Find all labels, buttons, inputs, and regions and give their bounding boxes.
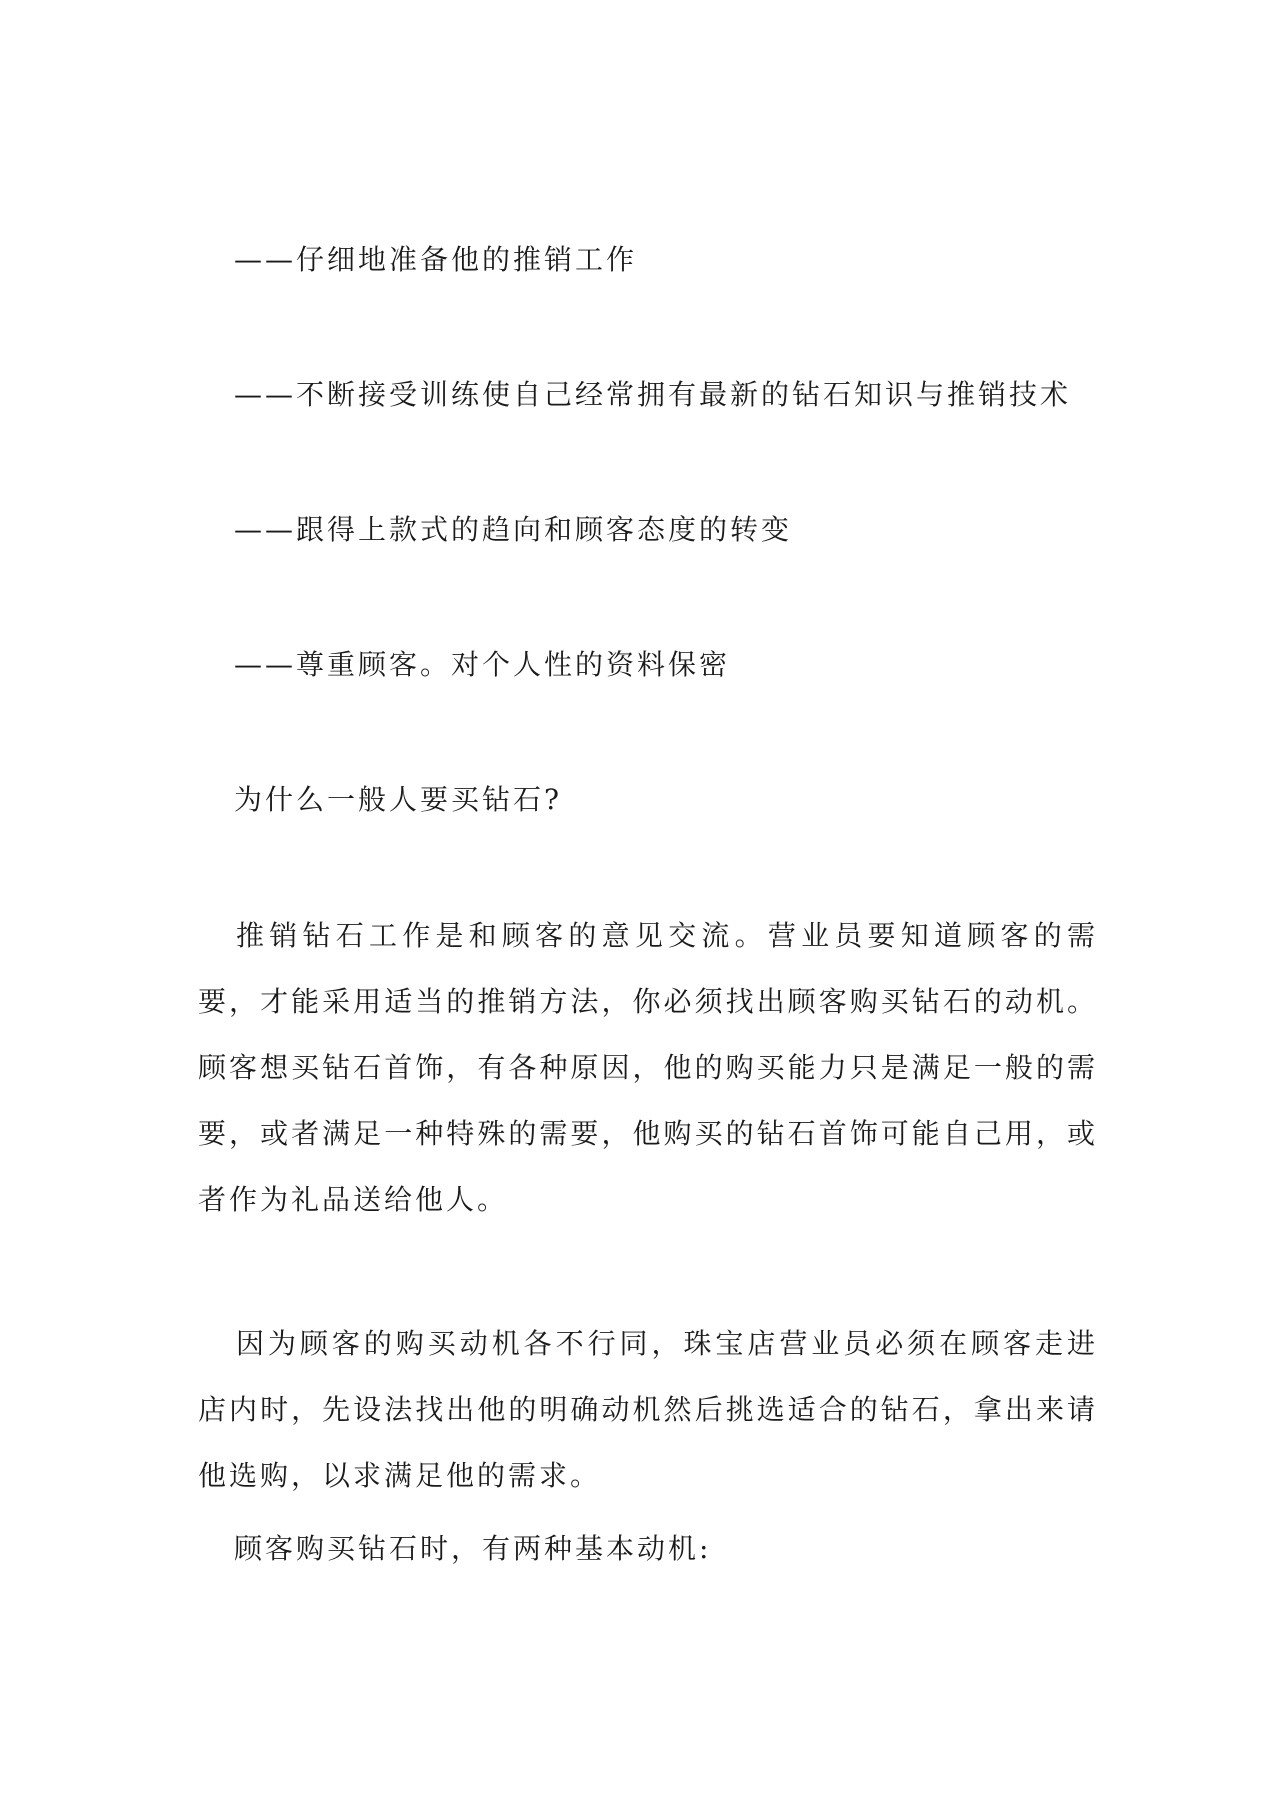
bullet-line-1: ——仔细地准备他的推销工作 <box>234 243 638 276</box>
paragraph-2: 因为顾客的购买动机各不行同，珠宝店营业员必须在顾客走进店内时，先设法找出他的明确动机然后挑选适合的钻石，拿出来请他选购，以求满足他的需求。 <box>198 1327 1098 1492</box>
bullet-line-4: ——尊重顾客。对个人性的资料保密 <box>234 648 731 681</box>
paragraph-1: 推销钻石工作是和顾客的意见交流。营业员要知道顾客的需要，才能采用适当的推销方法，你必须找出顾客购买钻石的动机。顾客想买钻石首饰，有各种原因，他的购买能力只是满足一般的需要，或者满足一种特殊的需要，他购买的钻石首饰可能自己用，或者作为礼品送给他人。 <box>198 919 1098 1216</box>
bullet-line-2: ——不断接受训练使自己经常拥有最新的钻石知识与推销技术 <box>234 378 1072 411</box>
closing-line: 顾客购买钻石时，有两种基本动机: <box>234 1532 712 1565</box>
section-question: 为什么一般人要买钻石? <box>234 783 563 816</box>
bullet-line-3: ——跟得上款式的趋向和顾客态度的转变 <box>234 513 793 546</box>
